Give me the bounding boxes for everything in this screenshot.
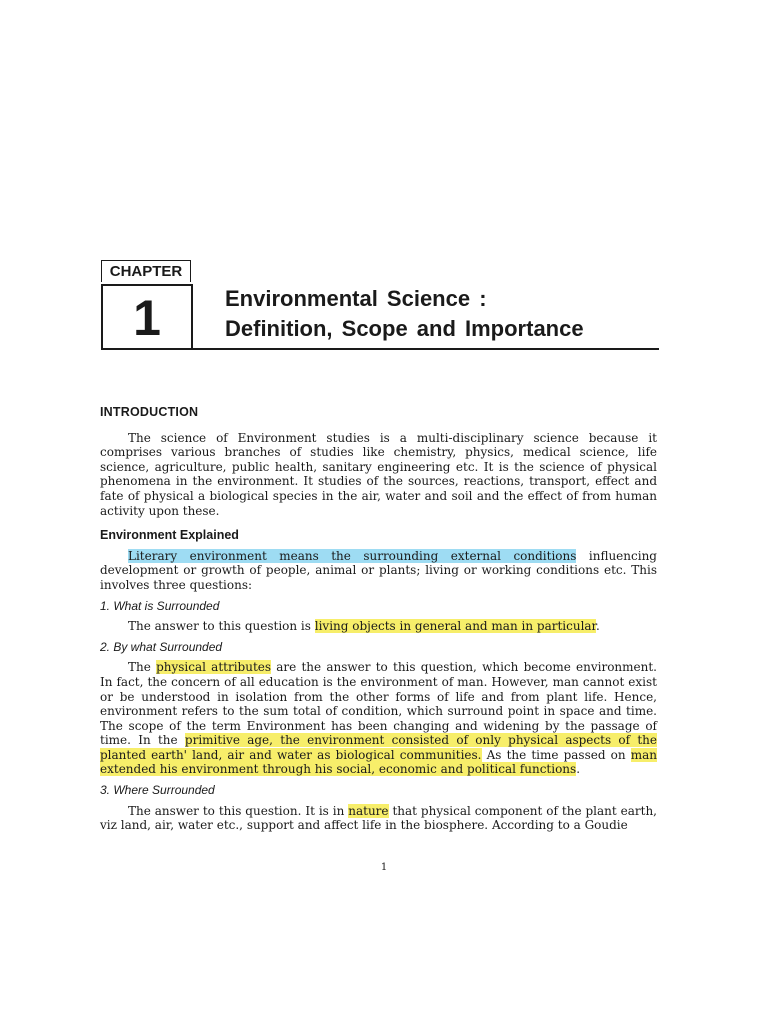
question-1-paragraph (100, 619, 657, 634)
chapter-label: CHAPTER (101, 260, 191, 282)
q3-highlight: nature (348, 803, 389, 818)
intro-paragraph: The science of Environment studies is a multi-disciplinary science because it comprises various branches of studies like chemistry, physics, medical science, life science, agriculture, public health, sanitary engineering etc. It is the science of physical phenomena in the environment. It studies of the sources, reactions, transport, effect and fate of physical a biological species in the air, water and soil and the effect of from human activity upon these. (100, 430, 657, 518)
question-heading-3: 3. Where Surrounded (100, 783, 215, 798)
page-number: 1 (380, 862, 388, 873)
q2-highlight-3: man extended his environment through his social, economic and political functions (100, 747, 657, 777)
environment-paragraph (100, 549, 657, 593)
body-content (100, 405, 657, 833)
q2-text-end: . (576, 762, 581, 777)
q1-highlight: living objects in general and man in particular (314, 619, 596, 634)
chapter-title-line-1: Environmental Science : (225, 286, 487, 311)
chapter-number: 1 (101, 284, 193, 348)
section-heading-introduction: INTRODUCTION (100, 405, 199, 419)
q3-text-start: The answer to this question. It is in (128, 803, 349, 818)
q2-highlight-1: physical attributes (156, 660, 272, 675)
question-heading-1: 1. What is Surrounded (100, 598, 220, 613)
question-heading-2: 2. By what Surrounded (100, 639, 223, 654)
q2-text-mid-1: are the answer to this question, which become environment. In fact, the concern of all education is the environment of man. However, man cannot exist or be understood in isolation from the other forms of life and from plant life. Hence, environment refers to the sum total of condition, which surround point in space and time. The scope of the term Environment has been changing and widening by the passage of time. In the (100, 660, 657, 748)
section-heading-environment-explained: Environment Explained (100, 528, 239, 543)
chapter-rule (101, 348, 659, 350)
q2-text-start: The (128, 660, 157, 675)
q2-text-mid-2: As the time passed on (481, 747, 631, 762)
chapter-title-line-2: Definition, Scope and Importance (225, 316, 584, 341)
q1-text-after: . (595, 619, 600, 634)
q1-text-before: The answer to this question is (128, 619, 315, 634)
environment-paragraph-rest: influencing development or growth of people, animal or plants; living or working conditions etc. This involves three questions: (100, 548, 657, 592)
question-2-paragraph (100, 660, 657, 777)
highlight-definition: Literary environment means the surrounding external conditions (128, 548, 577, 563)
q3-text-end: that physical component of the plant earth, viz land, air, water etc., support and affect life in the biosphere. According to a Goudie (100, 803, 657, 833)
question-3-paragraph (100, 804, 657, 833)
chapter-title (225, 284, 665, 344)
q2-highlight-2: primitive age, the environment consisted of only physical aspects of the planted earth' land, air and water as biological communities. (100, 733, 657, 762)
